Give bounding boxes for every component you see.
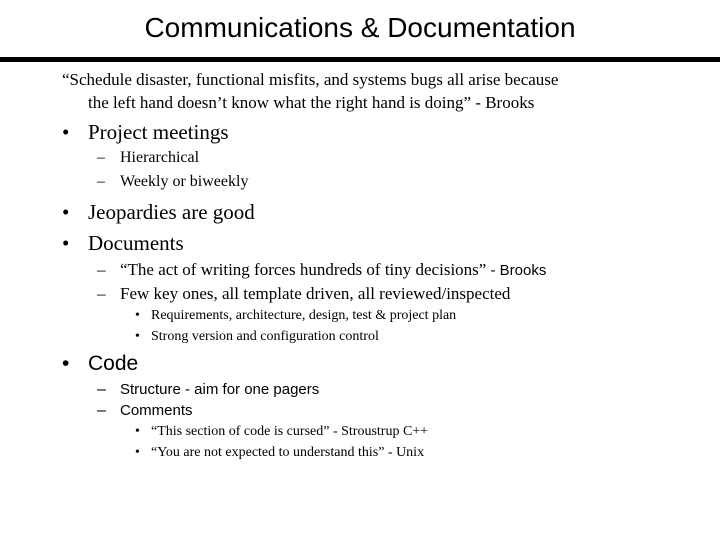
bullet-glyph: • [135, 445, 140, 460]
dash-glyph: – [97, 173, 105, 190]
subitem-hierarchical: Hierarchical [120, 149, 200, 166]
bullet-code: Code [88, 352, 139, 375]
bullet-glyph: • [135, 308, 140, 323]
bullet-project-meetings: Project meetings [88, 120, 229, 144]
bullet-glyph: • [62, 231, 70, 255]
dash-glyph: – [97, 402, 106, 419]
bullet-documents: Documents [88, 231, 184, 255]
bullet-glyph: • [62, 352, 70, 375]
dash-glyph: – [97, 381, 106, 398]
subsubitem-unix-comment: “You are not expected to understand this” - Unix [151, 445, 425, 460]
subitem-key-documents: Few key ones, all template driven, all reviewed/inspected [120, 284, 511, 303]
subitem-structure: Structure - aim for one pagers [120, 381, 320, 398]
bullet-glyph: • [62, 120, 70, 144]
quote-line-2: the left hand doesn’t know what the right hand is doing” - Brooks [88, 93, 535, 112]
subsubitem-cursed-code: “This section of code is cursed” - Stroustrup C++ [151, 424, 429, 439]
writing-quote-attribution: - Brooks [486, 262, 547, 279]
subsubitem-version-control: Strong version and configuration control [151, 329, 379, 344]
writing-quote-text: “The act of writing forces hundreds of tiny decisions” [120, 260, 487, 279]
dash-glyph: – [97, 260, 106, 279]
subitem-comments: Comments [120, 402, 193, 419]
bullet-glyph: • [62, 200, 70, 224]
subitem-writing-quote [120, 260, 546, 280]
bullet-glyph: • [135, 329, 140, 344]
subitem-weekly: Weekly or biweekly [120, 173, 249, 190]
dash-glyph: – [97, 284, 106, 303]
bullet-glyph: • [135, 424, 140, 439]
quote-line-1: “Schedule disaster, functional misfits, and systems bugs all arise because [62, 70, 559, 89]
title-rule [0, 57, 720, 62]
slide-title: Communications & Documentation [144, 12, 576, 43]
subsubitem-requirements: Requirements, architecture, design, test & project plan [151, 308, 457, 323]
dash-glyph: – [97, 149, 105, 166]
bullet-jeopardies: Jeopardies are good [88, 200, 255, 224]
